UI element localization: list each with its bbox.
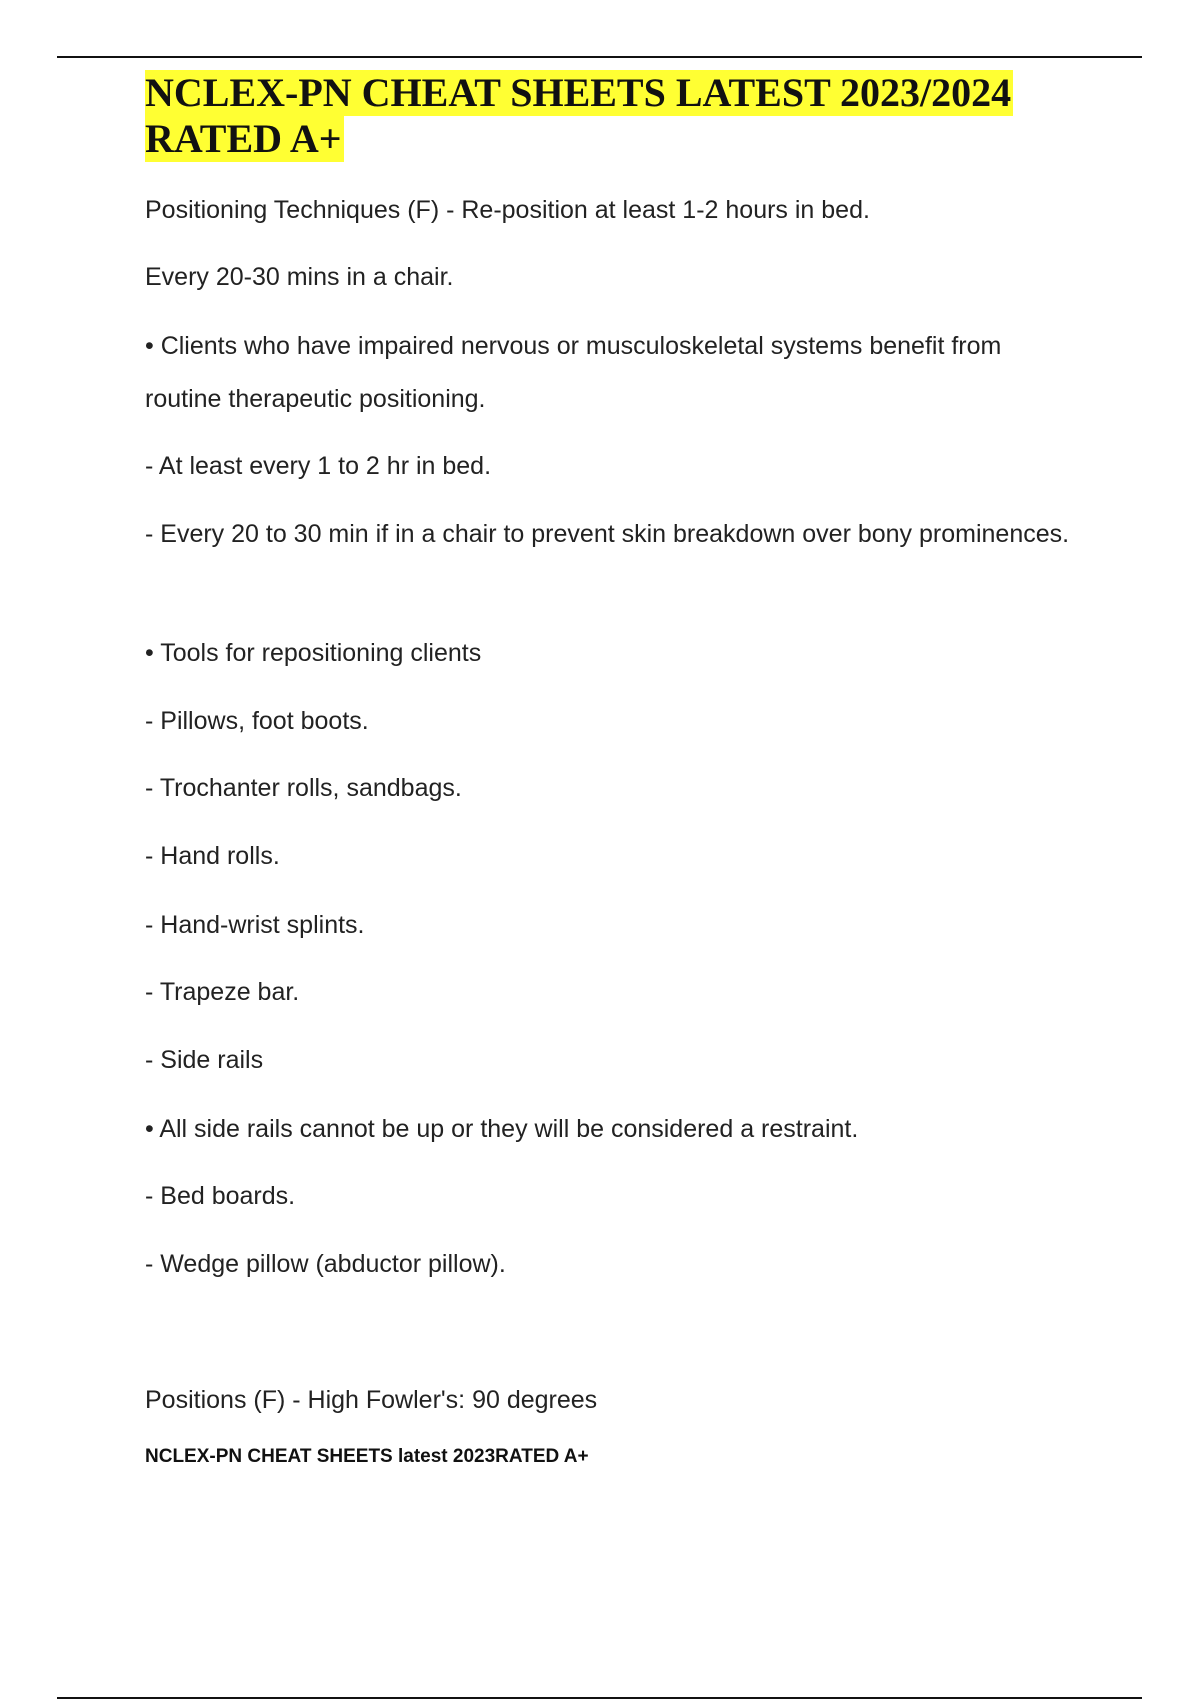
top-rule xyxy=(57,56,1142,58)
paragraph-trochanter-rolls: - Trochanter rolls, sandbags. xyxy=(145,774,462,802)
paragraph-side-rails-restraint: • All side rails cannot be up or they will be considered a restraint. xyxy=(145,1115,859,1143)
paragraph-tools-repositioning: • Tools for repositioning clients xyxy=(145,639,482,667)
paragraph-wedge-pillow: - Wedge pillow (abductor pillow). xyxy=(145,1250,506,1278)
paragraph-hand-wrist-splints: - Hand-wrist splints. xyxy=(145,911,365,939)
paragraph-positioning-techniques: Positioning Techniques (F) - Re-position at least 1-2 hours in bed. xyxy=(145,196,870,224)
paragraph-clients-impaired: • Clients who have impaired nervous or musculoskeletal systems benefit from routine therapeutic positioning. xyxy=(145,332,1002,413)
bottom-rule xyxy=(57,1697,1142,1699)
title-line-2: RATED A+ xyxy=(145,116,342,161)
title-line-1: NCLEX-PN CHEAT SHEETS LATEST 2023/2024 xyxy=(145,70,1012,115)
paragraph-hand-rolls: - Hand rolls. xyxy=(145,842,280,870)
document-title xyxy=(145,70,1045,162)
footer-label: NCLEX-PN CHEAT SHEETS latest 2023RATED A+ xyxy=(145,1446,589,1467)
paragraph-every-20-30-mins: Every 20-30 mins in a chair. xyxy=(145,263,454,291)
paragraph-every-1-2-hr: - At least every 1 to 2 hr in bed. xyxy=(145,452,492,480)
paragraph-positions-high-fowlers: Positions (F) - High Fowler's: 90 degrees xyxy=(145,1386,598,1414)
paragraph-pillows-foot-boots: - Pillows, foot boots. xyxy=(145,707,369,735)
paragraph-bed-boards: - Bed boards. xyxy=(145,1182,296,1210)
paragraph-side-rails: - Side rails xyxy=(145,1046,264,1074)
paragraph-trapeze-bar: - Trapeze bar. xyxy=(145,978,300,1006)
paragraph-every-20-30-min-chair: - Every 20 to 30 min if in a chair to prevent skin breakdown over bony prominences. xyxy=(145,520,1070,548)
